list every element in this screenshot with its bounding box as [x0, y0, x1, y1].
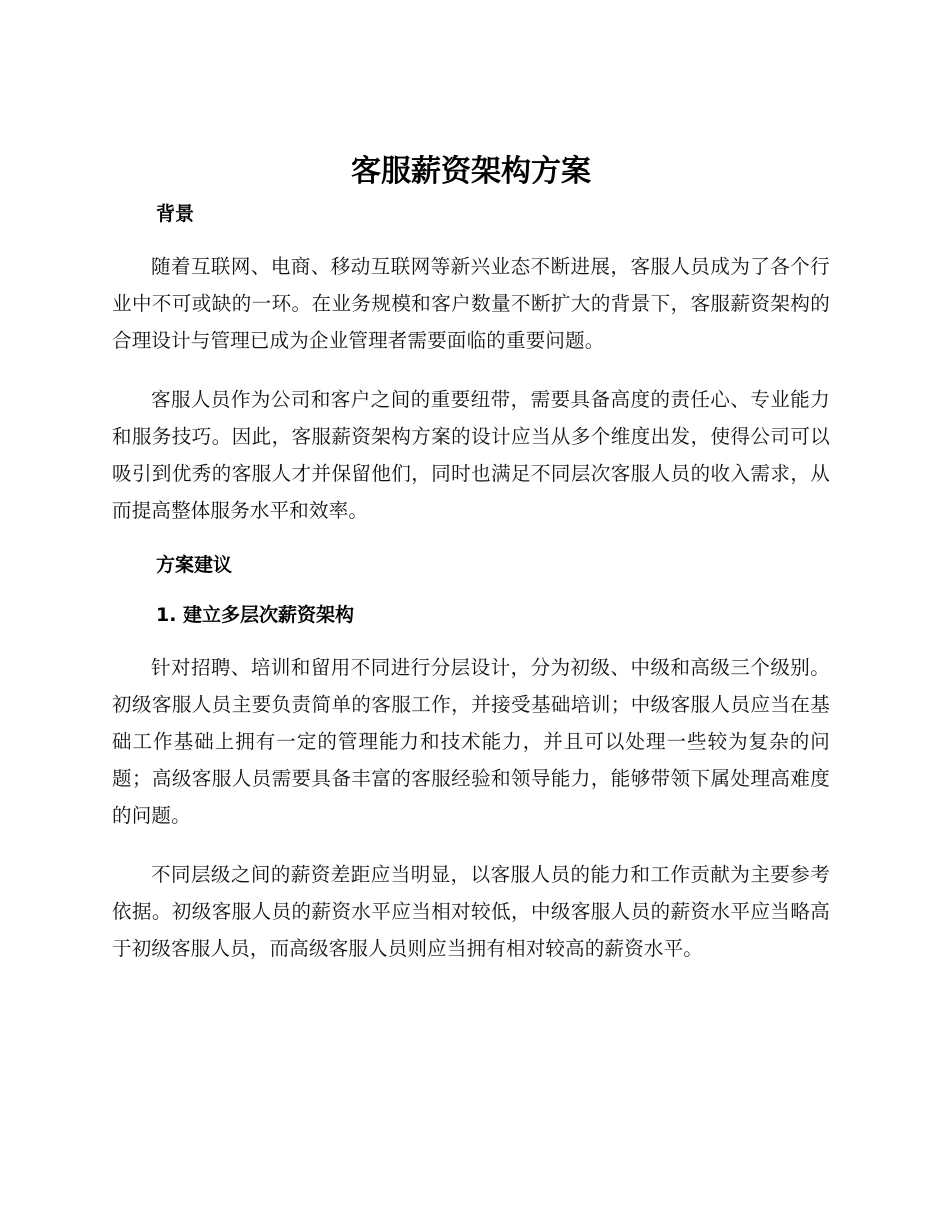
section-heading-proposal: 方案建议 — [156, 554, 233, 576]
paragraph: 客服人员作为公司和客户之间的重要纽带，需要具备高度的责任心、专业能力和服务技巧。因此，客服薪资架构方案的设计应当从多个维度出发，使得公司可以吸引到优秀的客服人才并保留他们，同时也满足不同层次客服人员的收入需求，从而提高整体服务水平和效率。 — [112, 388, 830, 522]
document-page — [112, 150, 830, 967]
subsection-heading: 1. 建立多层次薪资架构 — [156, 604, 355, 626]
paragraph: 针对招聘、培训和留用不同进行分层设计，分为初级、中级和高级三个级别。初级客服人员主要负责简单的客服工作，并接受基础培训；中级客服人员应当在基础工作基础上拥有一定的管理能力和技术能力，并且可以处理一些较为复杂的问题；高级客服人员需要具备丰富的客服经验和领导能力，能够带领下属处理高难度的问题。 — [112, 656, 830, 827]
paragraph: 不同层级之间的薪资差距应当明显，以客服人员的能力和工作贡献为主要参考依据。初级客服人员的薪资水平应当相对较低，中级客服人员的薪资水平应当略高于初级客服人员，而高级客服人员则应当拥有相对较高的薪资水平。 — [112, 863, 830, 960]
page-title: 客服薪资架构方案 — [351, 154, 591, 189]
section-heading-background: 背景 — [156, 203, 195, 225]
paragraph: 随着互联网、电商、移动互联网等新兴业态不断进展，客服人员成为了各个行业中不可或缺的一环。在业务规模和客户数量不断扩大的背景下，客服薪资架构的合理设计与管理已成为企业管理者需要面临的重要问题。 — [112, 255, 830, 352]
